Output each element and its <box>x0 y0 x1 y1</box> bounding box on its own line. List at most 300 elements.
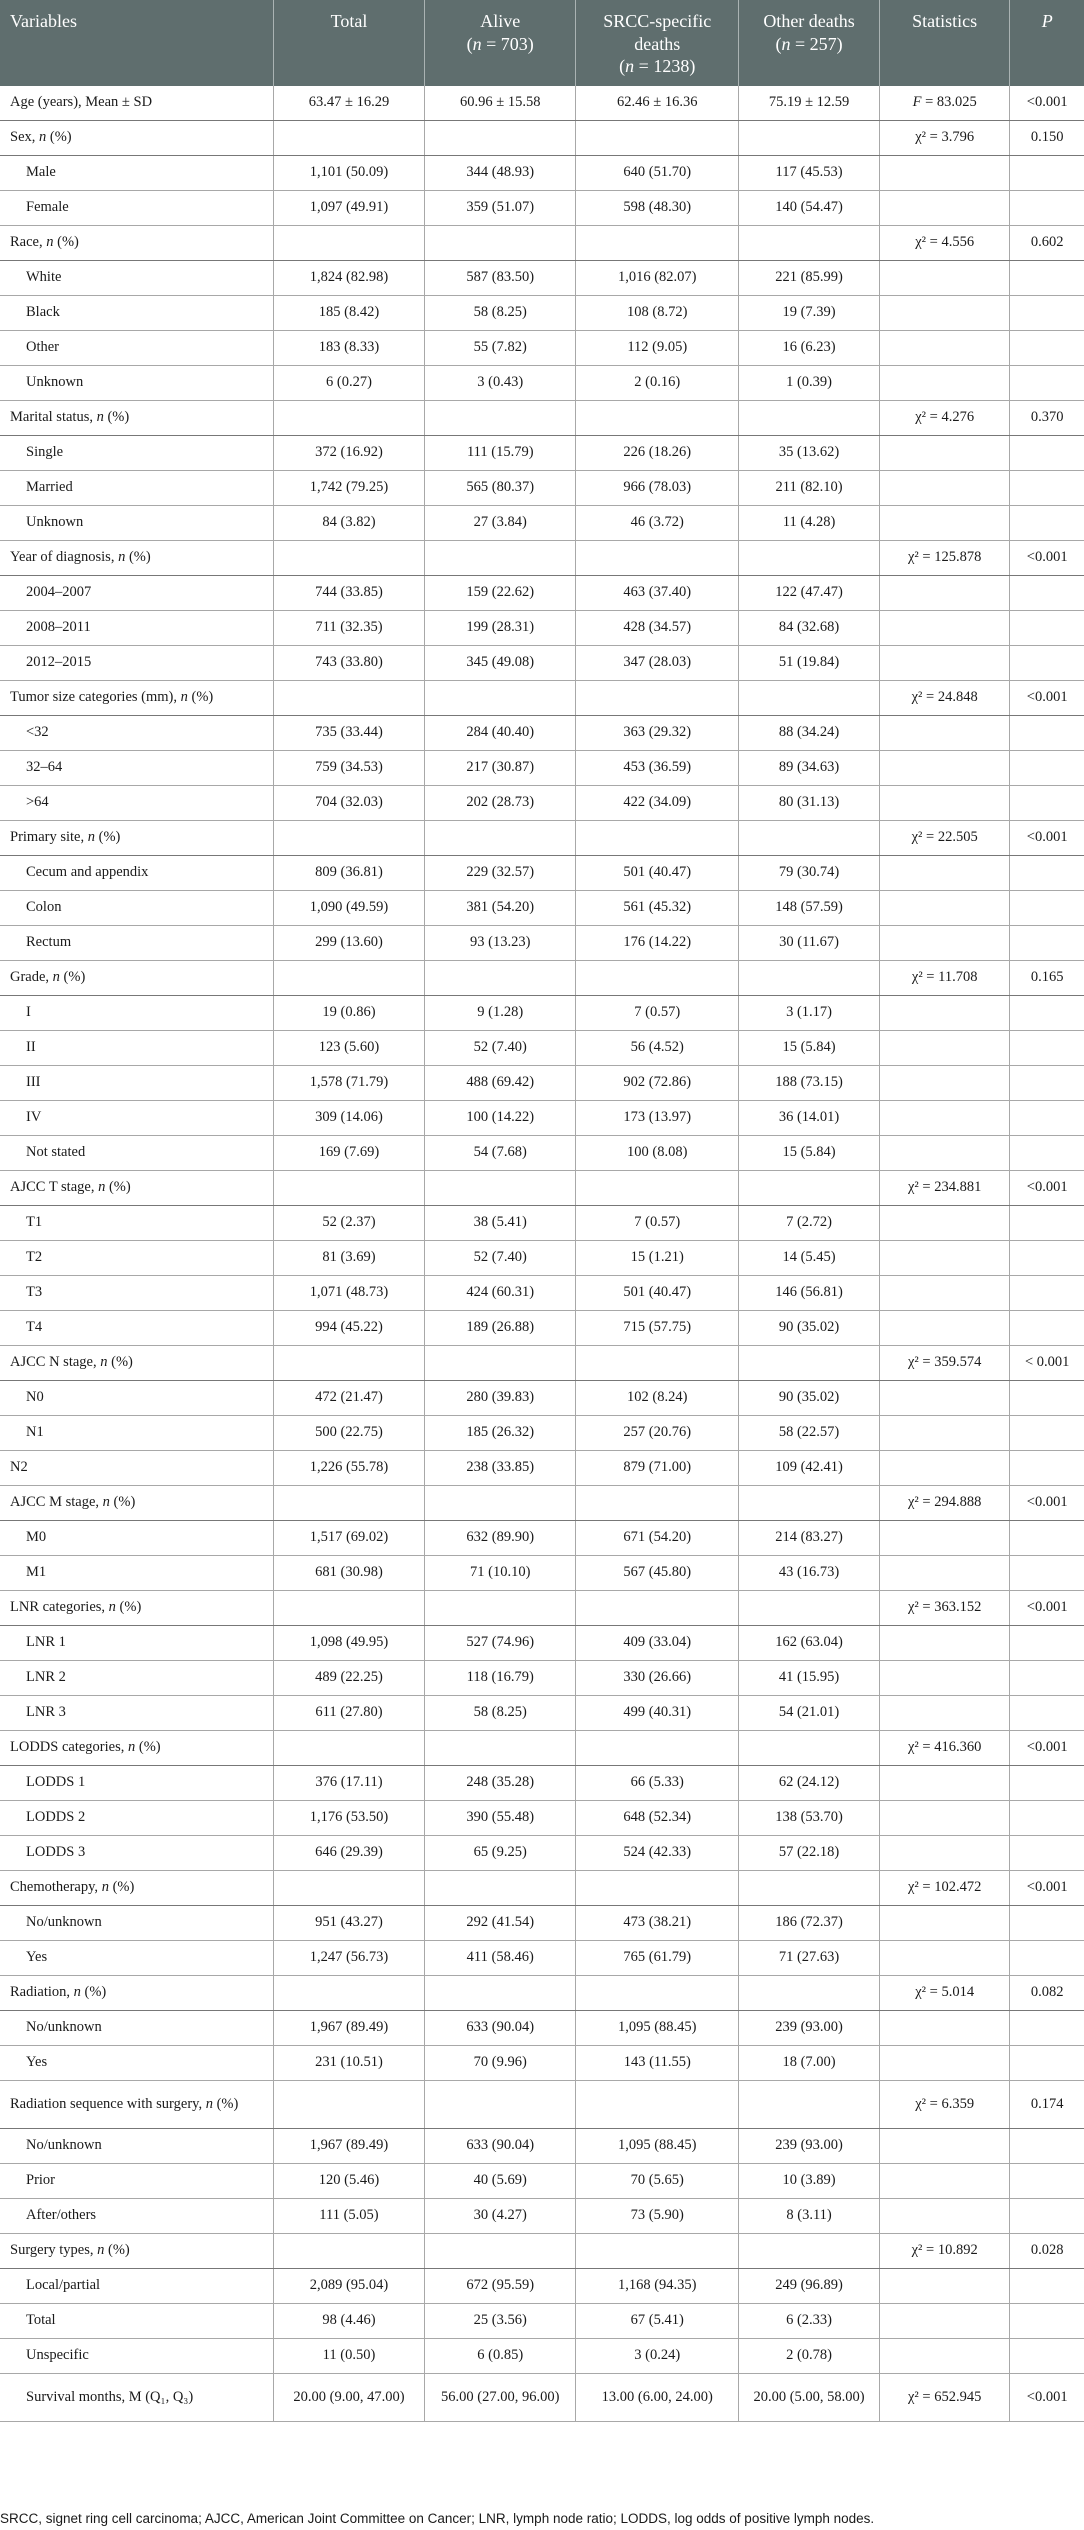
table-row <box>0 1486 1084 1521</box>
statistics-cell <box>879 856 1009 891</box>
p-value-cell <box>1010 1836 1084 1871</box>
table-row <box>0 1416 1084 1451</box>
total-cell: 120 (5.46) <box>273 2164 424 2199</box>
table-row <box>0 681 1084 716</box>
alive-cell <box>425 1731 576 1766</box>
statistics-cell <box>879 331 1009 366</box>
total-cell <box>273 681 424 716</box>
header-srcc-label: SRCC-specific deaths <box>603 11 712 54</box>
variable-cell: T2 <box>0 1241 273 1276</box>
alive-cell <box>425 1591 576 1626</box>
other-deaths-cell: 16 (6.23) <box>739 331 880 366</box>
p-value-cell <box>1010 1241 1084 1276</box>
statistics-cell <box>879 1661 1009 1696</box>
p-value-cell <box>1010 1311 1084 1346</box>
srcc-deaths-cell: 1,016 (82.07) <box>576 261 739 296</box>
srcc-deaths-cell <box>576 401 739 436</box>
p-value-cell: <0.001 <box>1010 821 1084 856</box>
alive-cell <box>425 541 576 576</box>
p-value-cell <box>1010 1906 1084 1941</box>
statistics-cell <box>879 2046 1009 2081</box>
statistics-cell: χ² = 4.556 <box>879 226 1009 261</box>
srcc-deaths-cell: 15 (1.21) <box>576 1241 739 1276</box>
alive-cell <box>425 821 576 856</box>
other-deaths-cell: 35 (13.62) <box>739 436 880 471</box>
table-row <box>0 1066 1084 1101</box>
alive-cell: 238 (33.85) <box>425 1451 576 1486</box>
variable-cell: LNR 2 <box>0 1661 273 1696</box>
table-row <box>0 2081 1084 2129</box>
p-value-cell <box>1010 1276 1084 1311</box>
variable-cell: Radiation sequence with surgery, n (%) <box>0 2081 273 2129</box>
table-row <box>0 1731 1084 1766</box>
variable-cell: Surgery types, n (%) <box>0 2234 273 2269</box>
other-deaths-cell: 1 (0.39) <box>739 366 880 401</box>
total-cell <box>273 2234 424 2269</box>
p-value-cell <box>1010 1661 1084 1696</box>
srcc-deaths-cell: 648 (52.34) <box>576 1801 739 1836</box>
alive-cell: 111 (15.79) <box>425 436 576 471</box>
srcc-deaths-cell: 13.00 (6.00, 24.00) <box>576 2374 739 2422</box>
total-cell: 744 (33.85) <box>273 576 424 611</box>
statistics-cell: χ² = 3.796 <box>879 121 1009 156</box>
statistics-cell: χ² = 11.708 <box>879 961 1009 996</box>
p-value-cell <box>1010 1801 1084 1836</box>
table-row <box>0 1766 1084 1801</box>
statistics-cell: χ² = 294.888 <box>879 1486 1009 1521</box>
srcc-deaths-cell: 2 (0.16) <box>576 366 739 401</box>
p-value-cell <box>1010 856 1084 891</box>
variable-cell: LODDS 2 <box>0 1801 273 1836</box>
variable-cell: Married <box>0 471 273 506</box>
other-deaths-cell: 43 (16.73) <box>739 1556 880 1591</box>
alive-cell: 6 (0.85) <box>425 2339 576 2374</box>
alive-cell: 633 (90.04) <box>425 2011 576 2046</box>
alive-cell: 229 (32.57) <box>425 856 576 891</box>
p-value-cell: <0.001 <box>1010 1731 1084 1766</box>
variable-cell: Other <box>0 331 273 366</box>
table-row <box>0 2304 1084 2339</box>
table-row <box>0 646 1084 681</box>
total-cell: 1,226 (55.78) <box>273 1451 424 1486</box>
other-deaths-cell <box>739 1346 880 1381</box>
srcc-deaths-cell: 257 (20.76) <box>576 1416 739 1451</box>
statistics-cell <box>879 1206 1009 1241</box>
variable-cell: 32–64 <box>0 751 273 786</box>
srcc-deaths-cell: 1,095 (88.45) <box>576 2129 739 2164</box>
total-cell <box>273 1171 424 1206</box>
variable-cell: Survival months, M (Q₁, Q₃) <box>0 2374 273 2422</box>
srcc-deaths-cell: 598 (48.30) <box>576 191 739 226</box>
variable-cell: LODDS 3 <box>0 1836 273 1871</box>
table-row <box>0 2339 1084 2374</box>
variable-cell: Local/partial <box>0 2269 273 2304</box>
alive-cell: 65 (9.25) <box>425 1836 576 1871</box>
alive-cell: 27 (3.84) <box>425 506 576 541</box>
alive-cell: 52 (7.40) <box>425 1241 576 1276</box>
statistics-cell <box>879 1031 1009 1066</box>
total-cell: 1,176 (53.50) <box>273 1801 424 1836</box>
p-value-cell <box>1010 261 1084 296</box>
variable-cell: Prior <box>0 2164 273 2199</box>
alive-cell <box>425 1171 576 1206</box>
table-row <box>0 1451 1084 1486</box>
variable-cell: No/unknown <box>0 2129 273 2164</box>
variable-cell: 2008–2011 <box>0 611 273 646</box>
table-row <box>0 1136 1084 1171</box>
total-cell: 123 (5.60) <box>273 1031 424 1066</box>
srcc-deaths-cell <box>576 1976 739 2011</box>
variable-cell: N0 <box>0 1381 273 1416</box>
variable-cell: Unknown <box>0 366 273 401</box>
table-row <box>0 926 1084 961</box>
other-deaths-cell: 90 (35.02) <box>739 1311 880 1346</box>
other-deaths-cell: 89 (34.63) <box>739 751 880 786</box>
srcc-deaths-cell: 46 (3.72) <box>576 506 739 541</box>
total-cell <box>273 226 424 261</box>
srcc-deaths-cell <box>576 121 739 156</box>
statistics-cell: χ² = 24.848 <box>879 681 1009 716</box>
p-value-cell <box>1010 1556 1084 1591</box>
variable-cell: Female <box>0 191 273 226</box>
statistics-cell: χ² = 234.881 <box>879 1171 1009 1206</box>
total-cell <box>273 821 424 856</box>
variable-cell: Radiation, n (%) <box>0 1976 273 2011</box>
p-value-cell <box>1010 926 1084 961</box>
alive-cell <box>425 401 576 436</box>
header-statistics: Statistics <box>879 0 1009 86</box>
p-value-cell: <0.001 <box>1010 86 1084 121</box>
variable-cell: T1 <box>0 1206 273 1241</box>
table-footnote: SRCC, signet ring cell carcinoma; AJCC, American Joint Committee on Cancer; LNR, lymph node ratio; LODDS, log odds of positive lymph nodes. <box>0 2511 875 2526</box>
alive-cell <box>425 681 576 716</box>
p-value-cell <box>1010 471 1084 506</box>
p-value-cell: <0.001 <box>1010 1871 1084 1906</box>
alive-cell: 189 (26.88) <box>425 1311 576 1346</box>
srcc-deaths-cell: 363 (29.32) <box>576 716 739 751</box>
other-deaths-cell: 211 (82.10) <box>739 471 880 506</box>
statistics-cell <box>879 646 1009 681</box>
alive-cell <box>425 1346 576 1381</box>
alive-cell: 54 (7.68) <box>425 1136 576 1171</box>
total-cell: 111 (5.05) <box>273 2199 424 2234</box>
srcc-deaths-cell: 640 (51.70) <box>576 156 739 191</box>
total-cell: 500 (22.75) <box>273 1416 424 1451</box>
srcc-deaths-cell <box>576 1731 739 1766</box>
total-cell: 1,097 (49.91) <box>273 191 424 226</box>
alive-cell: 60.96 ± 15.58 <box>425 86 576 121</box>
statistics-cell <box>879 1766 1009 1801</box>
total-cell: 1,517 (69.02) <box>273 1521 424 1556</box>
header-other-deaths <box>739 0 880 86</box>
table-row <box>0 436 1084 471</box>
total-cell: 951 (43.27) <box>273 1906 424 1941</box>
total-cell <box>273 1591 424 1626</box>
srcc-deaths-cell: 3 (0.24) <box>576 2339 739 2374</box>
p-value-cell <box>1010 1521 1084 1556</box>
variable-cell: LNR categories, n (%) <box>0 1591 273 1626</box>
total-cell <box>273 1346 424 1381</box>
statistics-cell: χ² = 4.276 <box>879 401 1009 436</box>
variable-cell: AJCC N stage, n (%) <box>0 1346 273 1381</box>
table-header <box>0 0 1084 86</box>
other-deaths-cell: 79 (30.74) <box>739 856 880 891</box>
p-value-cell: 0.165 <box>1010 961 1084 996</box>
total-cell: 472 (21.47) <box>273 1381 424 1416</box>
other-deaths-cell: 88 (34.24) <box>739 716 880 751</box>
table-row <box>0 1521 1084 1556</box>
other-deaths-cell: 51 (19.84) <box>739 646 880 681</box>
total-cell <box>273 541 424 576</box>
alive-cell: 488 (69.42) <box>425 1066 576 1101</box>
statistics-cell <box>879 1836 1009 1871</box>
statistics-cell <box>879 191 1009 226</box>
statistics-cell <box>879 786 1009 821</box>
variable-cell: Marital status, n (%) <box>0 401 273 436</box>
other-deaths-cell: 15 (5.84) <box>739 1031 880 1066</box>
srcc-deaths-cell: 347 (28.03) <box>576 646 739 681</box>
header-srcc-n: (n = 1238) <box>619 56 696 76</box>
p-value-cell <box>1010 1101 1084 1136</box>
other-deaths-cell: 221 (85.99) <box>739 261 880 296</box>
statistics-cell <box>879 716 1009 751</box>
total-cell: 185 (8.42) <box>273 296 424 331</box>
srcc-deaths-cell: 102 (8.24) <box>576 1381 739 1416</box>
statistics-cell <box>879 1941 1009 1976</box>
other-deaths-cell: 15 (5.84) <box>739 1136 880 1171</box>
table-body <box>0 86 1084 2422</box>
total-cell: 183 (8.33) <box>273 331 424 366</box>
variable-cell: Grade, n (%) <box>0 961 273 996</box>
table-row <box>0 1101 1084 1136</box>
alive-cell: 70 (9.96) <box>425 2046 576 2081</box>
variable-cell: <32 <box>0 716 273 751</box>
total-cell: 646 (29.39) <box>273 1836 424 1871</box>
alive-cell <box>425 2081 576 2129</box>
srcc-deaths-cell <box>576 681 739 716</box>
statistics-cell: χ² = 102.472 <box>879 1871 1009 1906</box>
total-cell: 372 (16.92) <box>273 436 424 471</box>
table-row <box>0 366 1084 401</box>
total-cell <box>273 1486 424 1521</box>
other-deaths-cell: 75.19 ± 12.59 <box>739 86 880 121</box>
other-deaths-cell <box>739 1591 880 1626</box>
srcc-deaths-cell: 966 (78.03) <box>576 471 739 506</box>
variable-cell: M1 <box>0 1556 273 1591</box>
statistics-cell <box>879 1276 1009 1311</box>
table-row <box>0 751 1084 786</box>
alive-cell: 199 (28.31) <box>425 611 576 646</box>
srcc-deaths-cell: 524 (42.33) <box>576 1836 739 1871</box>
srcc-deaths-cell: 67 (5.41) <box>576 2304 739 2339</box>
p-value-cell <box>1010 1381 1084 1416</box>
header-total: Total <box>273 0 424 86</box>
other-deaths-cell: 14 (5.45) <box>739 1241 880 1276</box>
header-variables: Variables <box>0 0 273 86</box>
p-value-cell <box>1010 891 1084 926</box>
alive-cell: 381 (54.20) <box>425 891 576 926</box>
table-row <box>0 1031 1084 1066</box>
total-cell: 1,967 (89.49) <box>273 2011 424 2046</box>
p-value-cell <box>1010 996 1084 1031</box>
table-row <box>0 1241 1084 1276</box>
p-value-cell <box>1010 1941 1084 1976</box>
alive-cell: 30 (4.27) <box>425 2199 576 2234</box>
p-value-cell <box>1010 1136 1084 1171</box>
alive-cell: 411 (58.46) <box>425 1941 576 1976</box>
alive-cell: 390 (55.48) <box>425 1801 576 1836</box>
p-value-cell <box>1010 2164 1084 2199</box>
alive-cell <box>425 1871 576 1906</box>
other-deaths-cell: 239 (93.00) <box>739 2011 880 2046</box>
table-row <box>0 2234 1084 2269</box>
alive-cell <box>425 121 576 156</box>
variable-cell: No/unknown <box>0 2011 273 2046</box>
other-deaths-cell: 54 (21.01) <box>739 1696 880 1731</box>
table-row <box>0 1661 1084 1696</box>
total-cell <box>273 1731 424 1766</box>
variable-cell: LNR 3 <box>0 1696 273 1731</box>
total-cell: 231 (10.51) <box>273 2046 424 2081</box>
statistics-cell <box>879 1066 1009 1101</box>
alive-cell: 38 (5.41) <box>425 1206 576 1241</box>
p-value-cell <box>1010 2339 1084 2374</box>
other-deaths-cell: 90 (35.02) <box>739 1381 880 1416</box>
statistics-cell <box>879 1101 1009 1136</box>
alive-cell: 58 (8.25) <box>425 296 576 331</box>
table-row <box>0 401 1084 436</box>
statistics-cell <box>879 2304 1009 2339</box>
statistics-cell <box>879 611 1009 646</box>
statistics-cell <box>879 156 1009 191</box>
p-value-cell <box>1010 506 1084 541</box>
other-deaths-cell <box>739 821 880 856</box>
total-cell: 1,742 (79.25) <box>273 471 424 506</box>
statistics-cell <box>879 1451 1009 1486</box>
total-cell: 1,824 (82.98) <box>273 261 424 296</box>
variable-cell: Total <box>0 2304 273 2339</box>
statistics-cell <box>879 1311 1009 1346</box>
total-cell: 19 (0.86) <box>273 996 424 1031</box>
statistics-cell <box>879 1381 1009 1416</box>
p-value-cell <box>1010 716 1084 751</box>
table-row <box>0 2374 1084 2422</box>
srcc-deaths-cell: 7 (0.57) <box>576 996 739 1031</box>
p-value-cell <box>1010 751 1084 786</box>
total-cell: 6 (0.27) <box>273 366 424 401</box>
total-cell: 1,578 (71.79) <box>273 1066 424 1101</box>
other-deaths-cell <box>739 401 880 436</box>
total-cell: 299 (13.60) <box>273 926 424 961</box>
table-row <box>0 611 1084 646</box>
srcc-deaths-cell: 428 (34.57) <box>576 611 739 646</box>
srcc-deaths-cell: 143 (11.55) <box>576 2046 739 2081</box>
table-row <box>0 296 1084 331</box>
alive-cell: 632 (89.90) <box>425 1521 576 1556</box>
total-cell: 98 (4.46) <box>273 2304 424 2339</box>
statistics-cell <box>879 2164 1009 2199</box>
variable-cell: Tumor size categories (mm), n (%) <box>0 681 273 716</box>
table-row <box>0 506 1084 541</box>
variable-cell: Year of diagnosis, n (%) <box>0 541 273 576</box>
statistics-cell <box>879 1136 1009 1171</box>
total-cell: 704 (32.03) <box>273 786 424 821</box>
variable-cell: No/unknown <box>0 1906 273 1941</box>
statistics-cell <box>879 2339 1009 2374</box>
statistics-cell: χ² = 125.878 <box>879 541 1009 576</box>
header-srcc <box>576 0 739 86</box>
p-value-cell: <0.001 <box>1010 541 1084 576</box>
table-row <box>0 156 1084 191</box>
other-deaths-cell: 138 (53.70) <box>739 1801 880 1836</box>
p-value-cell: < 0.001 <box>1010 1346 1084 1381</box>
other-deaths-cell: 71 (27.63) <box>739 1941 880 1976</box>
other-deaths-cell: 62 (24.12) <box>739 1766 880 1801</box>
table-row <box>0 716 1084 751</box>
variable-cell: IV <box>0 1101 273 1136</box>
alive-cell: 344 (48.93) <box>425 156 576 191</box>
variable-cell: LNR 1 <box>0 1626 273 1661</box>
total-cell: 681 (30.98) <box>273 1556 424 1591</box>
other-deaths-cell <box>739 541 880 576</box>
table-row <box>0 996 1084 1031</box>
other-deaths-cell <box>739 226 880 261</box>
other-deaths-cell: 2 (0.78) <box>739 2339 880 2374</box>
variable-cell: Primary site, n (%) <box>0 821 273 856</box>
p-value-cell: 0.082 <box>1010 1976 1084 2011</box>
variable-cell: LODDS 1 <box>0 1766 273 1801</box>
statistics-cell: F = 83.025 <box>879 86 1009 121</box>
statistics-cell: χ² = 5.014 <box>879 1976 1009 2011</box>
alive-cell: 3 (0.43) <box>425 366 576 401</box>
table-row <box>0 226 1084 261</box>
alive-cell <box>425 1976 576 2011</box>
table-row <box>0 1871 1084 1906</box>
variable-cell: Yes <box>0 2046 273 2081</box>
srcc-deaths-cell: 501 (40.47) <box>576 856 739 891</box>
table-row <box>0 331 1084 366</box>
p-value-cell <box>1010 331 1084 366</box>
other-deaths-cell: 214 (83.27) <box>739 1521 880 1556</box>
alive-cell: 359 (51.07) <box>425 191 576 226</box>
total-cell: 11 (0.50) <box>273 2339 424 2374</box>
statistics-cell <box>879 261 1009 296</box>
variable-cell: I <box>0 996 273 1031</box>
alive-cell: 55 (7.82) <box>425 331 576 366</box>
p-value-cell <box>1010 2199 1084 2234</box>
table-row <box>0 1941 1084 1976</box>
variable-cell: Yes <box>0 1941 273 1976</box>
header-other-label: Other deaths <box>763 11 855 31</box>
variable-cell: Cecum and appendix <box>0 856 273 891</box>
total-cell: 994 (45.22) <box>273 1311 424 1346</box>
total-cell: 169 (7.69) <box>273 1136 424 1171</box>
table-row <box>0 2199 1084 2234</box>
table-row <box>0 1626 1084 1661</box>
statistics-cell <box>879 1906 1009 1941</box>
srcc-deaths-cell: 671 (54.20) <box>576 1521 739 1556</box>
srcc-deaths-cell <box>576 1871 739 1906</box>
p-value-cell <box>1010 1626 1084 1661</box>
srcc-deaths-cell: 73 (5.90) <box>576 2199 739 2234</box>
p-value-cell: <0.001 <box>1010 1591 1084 1626</box>
alive-cell: 248 (35.28) <box>425 1766 576 1801</box>
variable-cell: Black <box>0 296 273 331</box>
table-row <box>0 121 1084 156</box>
statistics-cell <box>879 891 1009 926</box>
statistics-cell <box>879 2011 1009 2046</box>
total-cell: 20.00 (9.00, 47.00) <box>273 2374 424 2422</box>
